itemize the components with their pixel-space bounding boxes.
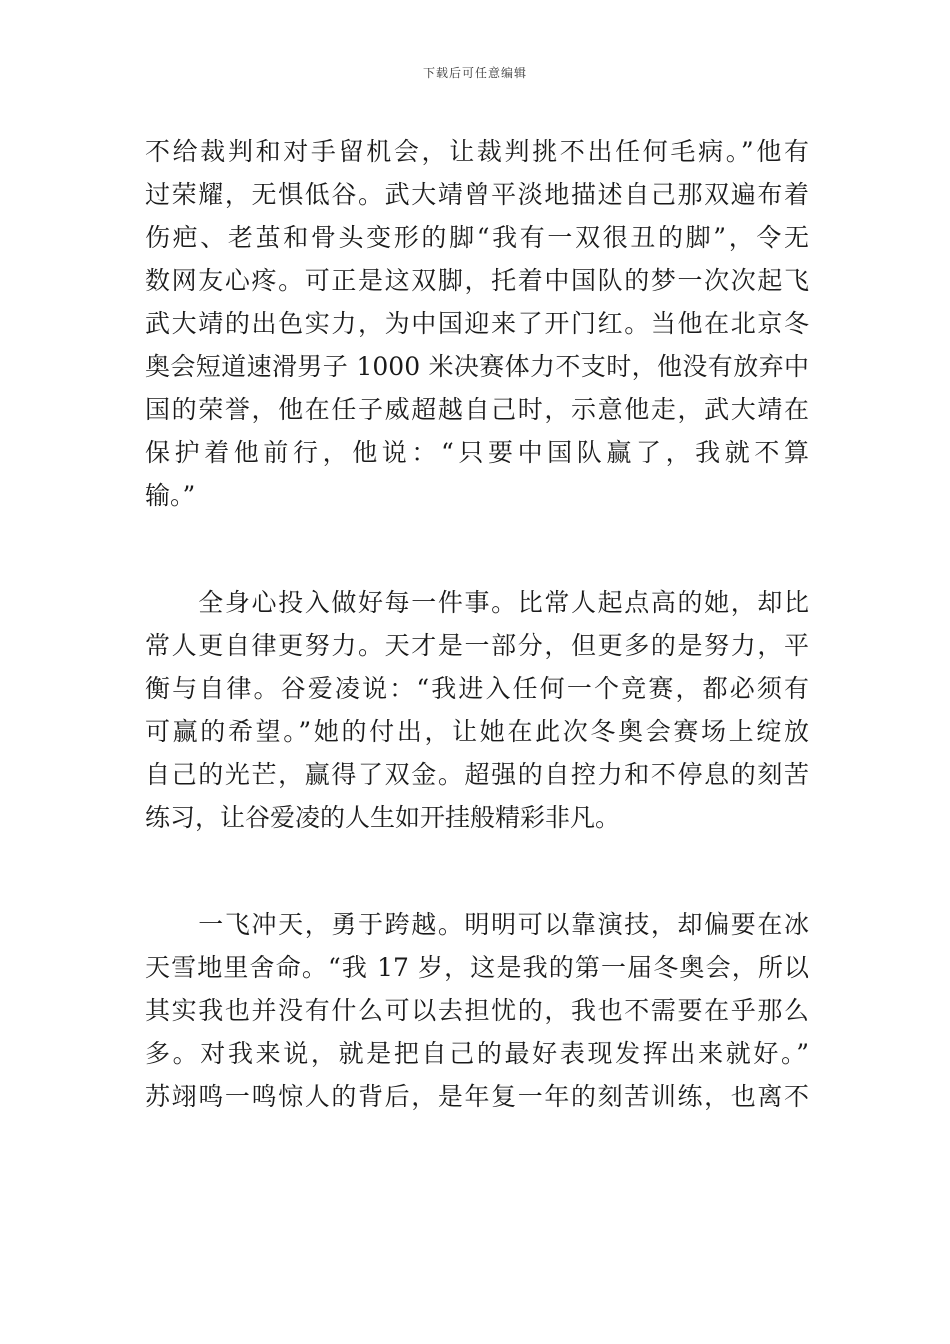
text-line: 国的荣誉，他在任子威超越自己时，示意他走，武大靖在 [145, 395, 809, 424]
text-line: 苏翊鸣一鸣惊人的背后，是年复一年的刻苦训练，也离不 [145, 1082, 809, 1111]
text-line: 天雪地里舍命。“我 17 岁，这是我的第一届冬奥会，所以 [145, 953, 809, 982]
document-body [145, 130, 809, 1118]
text-line: 保护着他前行，他说：“只要中国队赢了，我就不算 [145, 438, 809, 467]
text-line: 练习，让谷爱凌的人生如开挂般精彩非凡。 [145, 803, 621, 832]
text-line: 输。” [145, 481, 196, 510]
text-line: 过荣耀，无惧低谷。武大靖曾平淡地描述自己那双遍布着 [145, 180, 809, 209]
text-line: 其实我也并没有什么可以去担忧的，我也不需要在乎那么 [145, 996, 809, 1025]
text-line: 可赢的希望。”她的付出，让她在此次冬奥会赛场上绽放 [145, 717, 809, 746]
text-line: 多。对我来说，就是把自己的最好表现发挥出来就好。” [145, 1039, 809, 1068]
page-header: 下载后可任意编辑 [422, 66, 527, 80]
text-line: 一飞冲天，勇于跨越。明明可以靠演技，却偏要在冰 [145, 910, 809, 939]
text-line: 伤疤、老茧和骨头变形的脚“我有一双很丑的脚”，令无 [145, 223, 809, 252]
text-line: 全身心投入做好每一件事。比常人起点高的她，却比 [145, 588, 809, 617]
text-line: 奥会短道速滑男子 1000 米决赛体力不支时，他没有放弃中 [145, 352, 809, 381]
paragraph-gap [145, 839, 809, 903]
text-line: 衡与自律。谷爱凌说：“我进入任何一个竞赛，都必须有 [145, 674, 809, 703]
text-line: 自己的光芒，赢得了双金。超强的自控力和不停息的刻苦 [145, 760, 809, 789]
text-line: 武大靖的出色实力，为中国迎来了开门红。当他在北京冬 [145, 309, 809, 338]
paragraph-gap [145, 517, 809, 581]
text-line: 数网友心疼。可正是这双脚，托着中国队的梦一次次起飞 [145, 266, 809, 295]
text-line: 常人更自律更努力。天才是一部分，但更多的是努力，平 [145, 631, 809, 660]
text-line: 不给裁判和对手留机会，让裁判挑不出任何毛病。”他有 [145, 137, 809, 166]
